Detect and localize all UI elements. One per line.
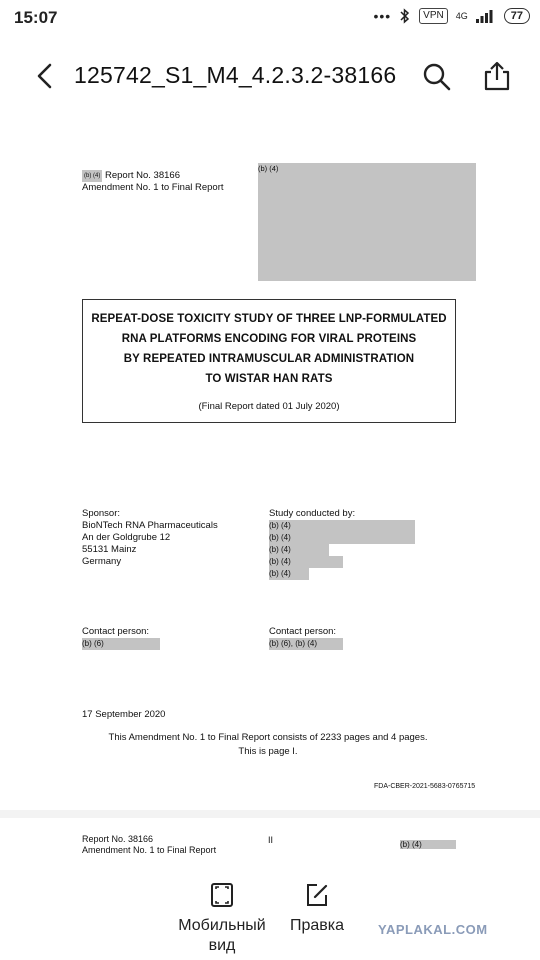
page-gap bbox=[0, 810, 540, 818]
redaction: (b) (6), (b) (4) bbox=[269, 638, 343, 650]
page-number: II bbox=[268, 835, 274, 845]
redaction: (b) (6) bbox=[82, 638, 160, 650]
pages-note-line: This is page I. bbox=[238, 746, 298, 757]
bluetooth-icon bbox=[399, 8, 411, 24]
title-line: RNA PLATFORMS ENCODING FOR VIRAL PROTEINS bbox=[121, 333, 417, 345]
amendment-label: Amendment No. 1 to Final Report bbox=[82, 845, 217, 855]
status-time: 15:07 bbox=[14, 8, 58, 27]
edit-label: Правка bbox=[289, 917, 345, 934]
title-subtitle: (Final Report dated 01 July 2020) bbox=[198, 401, 340, 412]
signal-icon bbox=[476, 9, 496, 23]
redaction: (b) (4) bbox=[82, 170, 102, 182]
network-type: 4G bbox=[455, 10, 468, 21]
redaction: (b) (4) bbox=[269, 568, 309, 580]
search-button[interactable] bbox=[422, 62, 452, 92]
redaction: (b) (4) bbox=[269, 520, 415, 532]
sponsor-line: BioNTech RNA Pharmaceuticals bbox=[82, 520, 218, 531]
battery-indicator: 77 bbox=[504, 8, 530, 24]
vpn-badge: VPN bbox=[419, 8, 448, 24]
sponsor-line: An der Goldgrube 12 bbox=[82, 532, 171, 543]
conducted-label: Study conducted by: bbox=[269, 508, 356, 519]
mobile-view-label: вид bbox=[208, 937, 236, 954]
mobile-view-label: Мобильный bbox=[178, 917, 266, 934]
contact-label: Contact person: bbox=[269, 626, 337, 637]
next-page[interactable] bbox=[0, 818, 540, 858]
title-line: TO WISTAR HAN RATS bbox=[205, 373, 333, 385]
back-button[interactable] bbox=[30, 60, 60, 94]
contact-label: Contact person: bbox=[82, 626, 150, 637]
share-icon bbox=[482, 60, 512, 92]
search-icon bbox=[422, 62, 452, 92]
report-header bbox=[82, 170, 224, 194]
pages-note-line: This Amendment No. 1 to Final Report consists of 2233 pages and 4 pages. bbox=[108, 732, 428, 743]
edit-button[interactable] bbox=[282, 882, 352, 936]
study-title-box bbox=[82, 299, 456, 423]
report-no: Report No. 38166 bbox=[82, 834, 154, 844]
edit-icon bbox=[305, 882, 329, 908]
share-button[interactable] bbox=[482, 60, 512, 92]
mobile-view-button[interactable] bbox=[172, 882, 272, 956]
fda-code: FDA-CBER-2021-5683-0765715 bbox=[374, 783, 476, 790]
contact-left bbox=[82, 626, 160, 650]
sponsor-label: Sponsor: bbox=[82, 508, 121, 519]
dots-icon: ••• bbox=[373, 8, 392, 24]
report-date: 17 September 2020 bbox=[82, 709, 166, 720]
pages-note bbox=[82, 732, 454, 758]
next-page-header bbox=[82, 834, 216, 856]
sponsor-line: 55131 Mainz bbox=[82, 544, 137, 555]
redaction: (b) (4) bbox=[400, 840, 456, 849]
back-arrow-icon bbox=[30, 60, 60, 94]
status-icons bbox=[373, 8, 530, 24]
document-title: 125742_S1_M4_4.2.3.2-38166 bbox=[74, 62, 397, 88]
redaction: (b) (4) bbox=[269, 544, 329, 556]
redaction: (b) (4) bbox=[269, 556, 343, 568]
document-page[interactable] bbox=[0, 118, 540, 810]
app-bar bbox=[0, 50, 540, 106]
contact-right bbox=[269, 626, 343, 650]
sponsor-line: Germany bbox=[82, 556, 122, 567]
title-line: BY REPEATED INTRAMUSCULAR ADMINISTRATION bbox=[123, 353, 415, 365]
report-no: Report No. 38166 bbox=[104, 170, 180, 181]
title-line: REPEAT-DOSE TOXICITY STUDY OF THREE LNP-FORMULATED bbox=[91, 313, 447, 325]
bottom-toolbar bbox=[0, 858, 540, 960]
amendment-label: Amendment No. 1 to Final Report bbox=[82, 182, 224, 193]
watermark: YAPLAKAL.COM bbox=[378, 922, 488, 937]
redaction: (b) (4) bbox=[269, 532, 415, 544]
status-bar bbox=[0, 0, 540, 36]
conducted-by-block bbox=[269, 508, 415, 580]
mobile-view-icon bbox=[210, 882, 234, 908]
redaction-box: (b) (4) bbox=[258, 163, 476, 281]
sponsor-block bbox=[82, 508, 218, 568]
